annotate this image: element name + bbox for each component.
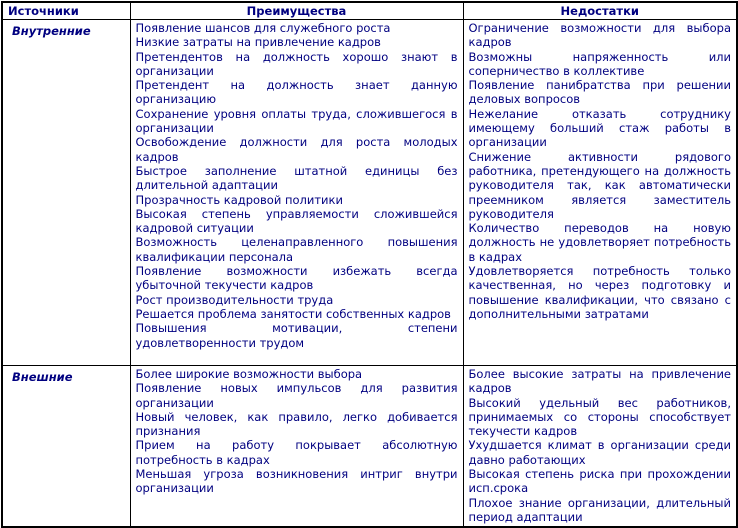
column-header-advantages: Преимущества	[130, 2, 463, 20]
list-item: Удовлетворяется потребность только качественная, но через подготовку и повышение квалификации, что связано с дополнительными затратами	[468, 264, 731, 321]
list-item: Быстрое заполнение штатной единицы без длительной адаптации	[135, 163, 458, 193]
list-item: Снижение активности рядового работника, претендующего на должность руководителя так, как автоматически преемником является заместитель руководителя	[468, 149, 731, 221]
list-item: Новый человек, как правило, легко добивается признания	[135, 409, 458, 439]
list-item: Решается проблема занятости собственных кадров	[135, 306, 451, 321]
list-item: Плохое знание организации, длительный период адаптации	[468, 495, 731, 524]
list-item: Высокий удельный вес работников, принимаемых со стороны способствует текучести кадров	[468, 395, 731, 439]
list-item: Появление новых импульсов для развития организации	[135, 381, 458, 410]
internal-advantages-cell	[130, 20, 463, 366]
list-item: Прием на работу покрывает абсолютную потребность в кадрах	[135, 438, 458, 467]
header-row	[2, 2, 737, 20]
list-item: Претендентов на должность хорошо знают в организации	[135, 49, 458, 78]
list-item: Повышения мотивации, степени удовлетворенности трудом	[135, 321, 458, 350]
internal-disadvantages-cell	[463, 20, 737, 366]
row-label-internal: Внутренние	[2, 20, 130, 366]
list-item: Высокая степень риска при прохождении исп.срока	[468, 467, 731, 496]
list-item: Ухудшается климат в организации среди давно работающих	[468, 438, 731, 467]
list-item: Нежелание отказать сотруднику имеющему больший стаж работы в организации	[468, 106, 731, 150]
list-item: Более высокие затраты на привлечение кадров	[468, 367, 731, 396]
column-header-sources: Источники	[2, 2, 130, 20]
list-item: Освобождение должности для роста молодых кадров	[135, 135, 458, 164]
list-item: Более широкие возможности выбора	[135, 367, 363, 381]
external-advantages-cell	[130, 366, 463, 528]
list-item: Низкие затраты на привлечение кадров	[135, 35, 381, 50]
list-item: Рост производительности труда	[135, 292, 334, 307]
list-item: Возможность целенаправленного повышения квалификации персонала	[135, 235, 458, 264]
list-item: Появление возможности избежать всегда убыточной текучести кадров	[135, 264, 458, 293]
recruitment-sources-table	[1, 1, 738, 528]
list-item: Меньшая угроза возникновения интриг внутри организации	[135, 467, 458, 496]
list-item: Высокая степень управляемости сложившейся кадровой ситуации	[135, 206, 458, 236]
table-row-internal	[2, 20, 737, 366]
list-item: Возможны напряженность или соперничество в коллективе	[468, 49, 731, 78]
list-item: Прозрачность кадровой политики	[135, 192, 343, 207]
list-item: Появление панибратства при решении деловых вопросов	[468, 78, 731, 107]
list-item: Появление шансов для служебного роста	[135, 21, 391, 35]
row-label-external: Внешние	[2, 366, 130, 528]
list-item: Претендент на должность знает данную организацию	[135, 78, 458, 107]
external-disadvantages-cell	[463, 366, 737, 528]
list-item: Количество переводов на новую должность не удовлетворяет потребность в кадрах	[468, 221, 731, 264]
table-row-external	[2, 366, 737, 528]
column-header-disadvantages: Недостатки	[463, 2, 737, 20]
list-item: Ограничение возможности для выбора кадров	[468, 21, 731, 50]
list-item: Сохранение уровня оплаты труда, сложившегося в организации	[135, 106, 458, 136]
